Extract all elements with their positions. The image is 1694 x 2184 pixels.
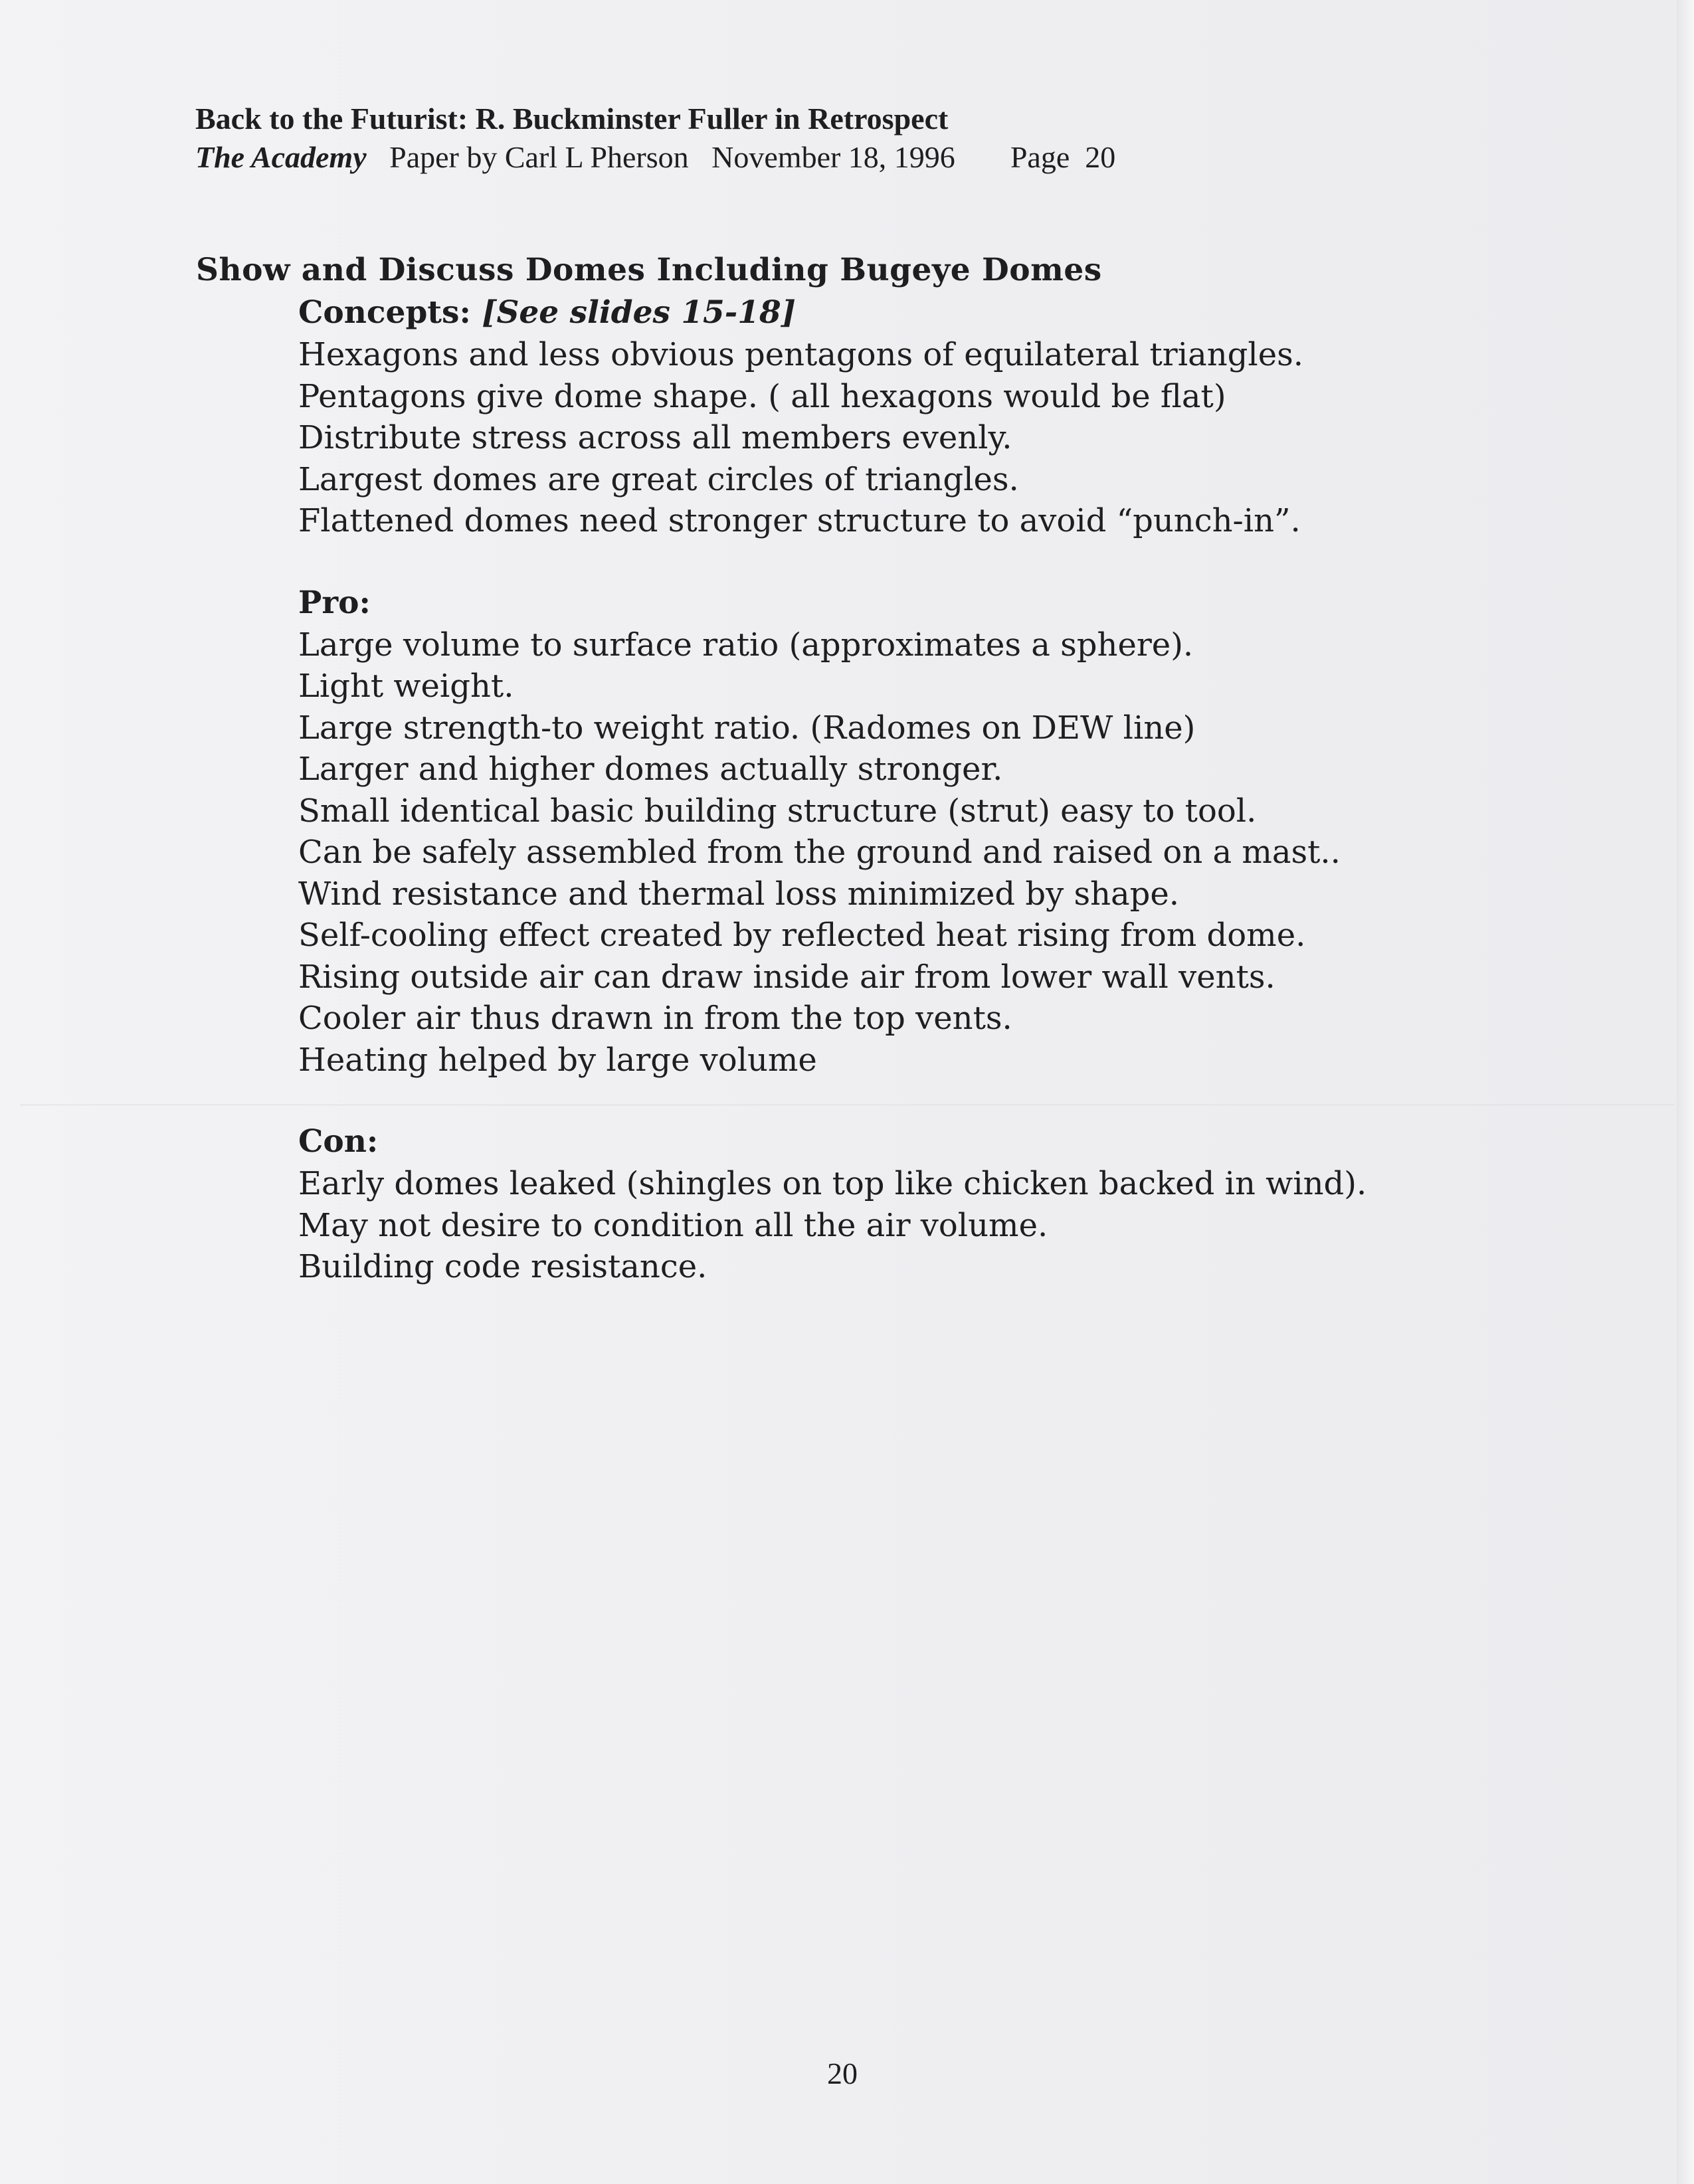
- header-date: November 18, 1996: [711, 140, 955, 174]
- pro-item: Can be safely assembled from the ground and raised on a mast..: [298, 834, 1341, 871]
- document-header: [195, 100, 1115, 177]
- header-byline: [195, 138, 1115, 177]
- con-item: Early domes leaked (shingles on top like chicken backed in wind).: [298, 1165, 1367, 1202]
- pro-item: Heating helped by large volume: [298, 1041, 817, 1079]
- pro-item: Large volume to surface ratio (approximates a sphere).: [298, 626, 1194, 664]
- pro-heading: Pro:: [298, 584, 371, 621]
- concepts-item: Largest domes are great circles of triangles.: [298, 460, 1019, 498]
- header-journal: The Academy: [195, 140, 367, 174]
- pro-item: Light weight.: [298, 668, 514, 705]
- header-page-label: Page: [1010, 140, 1070, 174]
- pro-item: Large strength-to weight ratio. (Radomes on DEW line): [298, 709, 1196, 747]
- concepts-item: Flattened domes need stronger structure to avoid “punch-in”.: [298, 502, 1301, 539]
- concepts-item: Hexagons and less obvious pentagons of equilateral triangles.: [298, 336, 1304, 373]
- pro-item: Small identical basic building structure (strut) easy to tool.: [298, 792, 1257, 830]
- concepts-slide-reference: [See slides 15-18]: [482, 294, 796, 331]
- concepts-label: Concepts:: [298, 294, 471, 331]
- pro-item: Cooler air thus drawn in from the top vents.: [298, 1000, 1012, 1037]
- header-title: Back to the Futurist: R. Buckminster Fuller in Retrospect: [195, 102, 949, 136]
- con-item: May not desire to condition all the air volume.: [298, 1206, 1048, 1244]
- concepts-heading: [298, 292, 1366, 334]
- concepts-item: Pentagons give dome shape. ( all hexagons would be flat): [298, 377, 1226, 415]
- header-page-number: 20: [1085, 140, 1116, 174]
- header-paper-by: Paper by Carl L Pherson: [389, 140, 689, 174]
- pro-item: Self-cooling effect created by reflected heat rising from dome.: [298, 917, 1306, 954]
- con-list: [298, 1163, 1366, 1288]
- pro-item: Larger and higher domes actually stronger.: [298, 751, 1003, 788]
- concepts-list: [298, 334, 1366, 542]
- concepts-item: Distribute stress across all members evenly.: [298, 419, 1012, 456]
- section-title: Show and Discuss Domes Including Bugeye Domes: [196, 252, 1102, 288]
- document-body: [196, 249, 1366, 1288]
- scan-edge-shadow: [1677, 0, 1694, 2184]
- con-item: Building code resistance.: [298, 1248, 707, 1285]
- pro-item: Wind resistance and thermal loss minimized by shape.: [298, 875, 1179, 913]
- pro-list: [298, 624, 1366, 1081]
- con-heading: Con:: [298, 1123, 379, 1160]
- pro-item: Rising outside air can draw inside air from lower wall vents.: [298, 958, 1275, 996]
- page-number-footer: 20: [827, 2056, 858, 2090]
